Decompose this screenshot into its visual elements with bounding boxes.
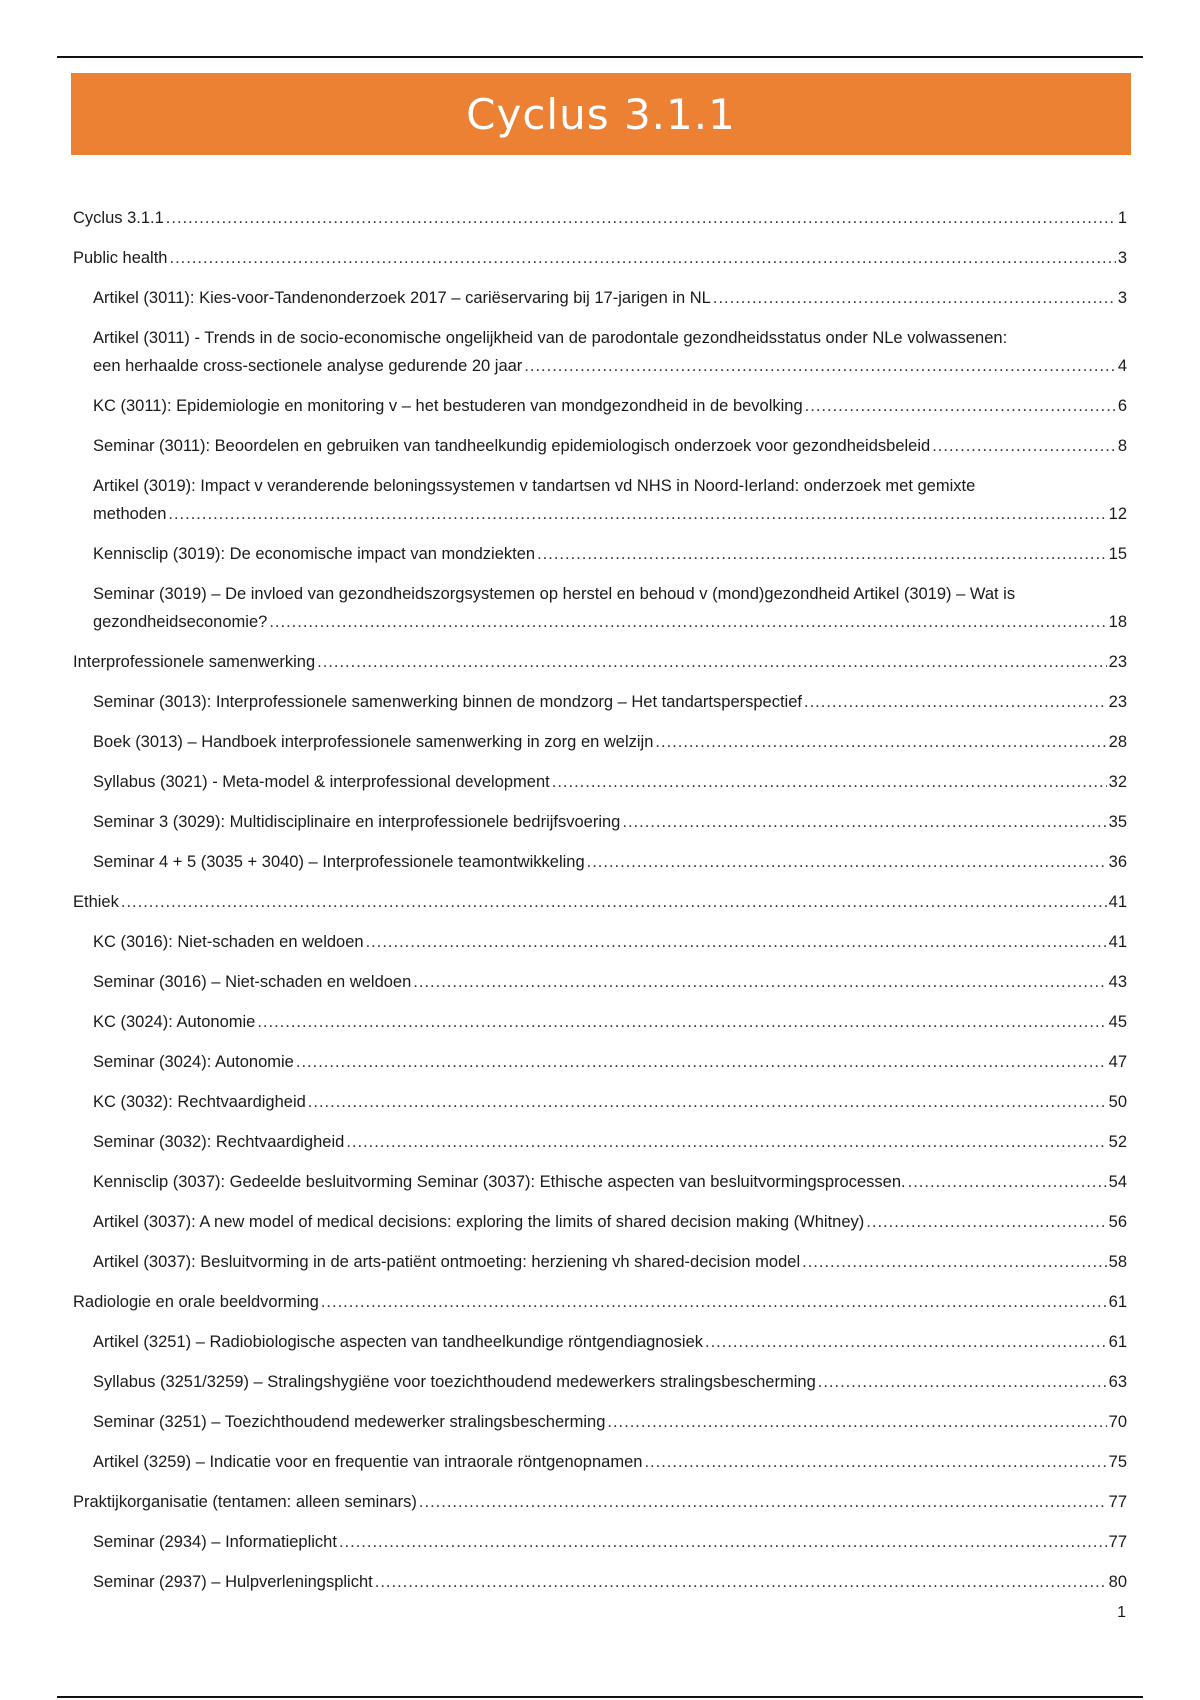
toc-leader-dots <box>537 540 1107 568</box>
toc-entry-text: Seminar (2934) – Informatieplicht <box>93 1533 337 1551</box>
toc-page-number: 58 <box>1108 1253 1127 1271</box>
toc-entry-text: Syllabus (3251/3259) – Stralingshygiëne voor toezichthoudend medewerkers stralingsbescherming <box>93 1373 816 1391</box>
toc-subsection-entry[interactable] <box>73 1368 1127 1396</box>
toc-page-number: 3 <box>1117 289 1127 307</box>
toc-leader-dots <box>257 1008 1106 1036</box>
toc-entry-text: Interprofessionele samenwerking <box>73 653 316 671</box>
toc-leader-dots <box>644 1448 1106 1476</box>
toc-leader-dots <box>317 648 1107 676</box>
toc-subsection-entry[interactable] <box>73 324 1127 380</box>
toc-leader-dots <box>932 432 1116 460</box>
toc-entry-text: Artikel (3251) – Radiobiologische aspecten van tandheelkundige röntgendiagnosiek <box>93 1333 704 1351</box>
toc-page-number: 4 <box>1117 357 1127 375</box>
toc-subsection-entry[interactable] <box>73 1008 1127 1036</box>
toc-entry-text: Ethiek <box>73 893 119 911</box>
toc-leader-dots <box>908 1168 1107 1196</box>
toc-leader-dots <box>121 888 1107 916</box>
toc-subsection-entry[interactable] <box>73 1128 1127 1156</box>
toc-entry-text: Seminar (3011): Beoordelen en gebruiken van tandheelkundig epidemiologisch onderzoek voor gezondheidsbeleid <box>93 437 931 455</box>
toc-entry-text-continued: een herhaalde cross-sectionele analyse gedurende 20 jaar <box>93 357 523 375</box>
toc-subsection-entry[interactable] <box>73 1328 1127 1356</box>
toc-page-number: 23 <box>1108 693 1127 711</box>
title-banner <box>71 73 1131 155</box>
toc-page-number: 15 <box>1108 545 1127 563</box>
bottom-rule <box>57 1696 1143 1698</box>
document-title: Cyclus 3.1.1 <box>466 89 736 139</box>
toc-subsection-entry[interactable] <box>73 1528 1127 1556</box>
toc-page-number: 63 <box>1108 1373 1127 1391</box>
toc-subsection-entry[interactable] <box>73 728 1127 756</box>
toc-entry-text: KC (3032): Rechtvaardigheid <box>93 1093 306 1111</box>
toc-leader-dots <box>587 848 1107 876</box>
toc-leader-dots <box>346 1128 1106 1156</box>
toc-entry-text: KC (3011): Epidemiologie en monitoring v – het bestuderen van mondgezondheid in de bevolking <box>93 397 803 415</box>
toc-leader-dots <box>607 1408 1106 1436</box>
toc-entry-text: Praktijkorganisatie (tentamen: alleen seminars) <box>73 1493 417 1511</box>
toc-page-number: 45 <box>1108 1013 1127 1031</box>
toc-leader-dots <box>713 284 1116 312</box>
toc-leader-dots <box>655 728 1106 756</box>
toc-leader-dots <box>419 1488 1107 1516</box>
toc-entry-text: Syllabus (3021) - Meta-model & interprofessional development <box>93 773 550 791</box>
toc-entry-text: Artikel (3011) - Trends in de socio-economische ongelijkheid van de parodontale gezondheidsstatus onder NLe volwassenen: <box>93 329 1008 347</box>
toc-subsection-entry[interactable] <box>73 472 1127 528</box>
toc-subsection-entry[interactable] <box>73 848 1127 876</box>
toc-page-number: 54 <box>1108 1173 1127 1191</box>
toc-entry-text: Artikel (3037): Besluitvorming in de arts-patiënt ontmoeting: herziening vh shared-decision model <box>93 1253 801 1271</box>
toc-subsection-entry[interactable] <box>73 432 1127 460</box>
toc-entry-text: Seminar (3251) – Toezichthoudend medewerker stralingsbescherming <box>93 1413 606 1431</box>
toc-entry-text: Seminar 3 (3029): Multidisciplinaire en interprofessionele bedrijfsvoering <box>93 813 621 831</box>
toc-leader-dots <box>802 1248 1107 1276</box>
toc-entry-text: KC (3024): Autonomie <box>93 1013 256 1031</box>
toc-subsection-entry[interactable] <box>73 688 1127 716</box>
toc-page-number: 50 <box>1108 1093 1127 1111</box>
toc-subsection-entry[interactable] <box>73 580 1127 636</box>
toc-entry-text: Artikel (3037): A new model of medical decisions: exploring the limits of shared decision making (Whitney) <box>93 1213 865 1231</box>
toc-leader-dots <box>413 968 1106 996</box>
toc-entry-text: Seminar (3024): Autonomie <box>93 1053 294 1071</box>
toc-leader-dots <box>339 1528 1107 1556</box>
toc-entry-text: Public health <box>73 249 168 267</box>
toc-entry-text: Artikel (3019): Impact v veranderende beloningssystemen v tandartsen vd NHS in Noord-Ierland: onderzoek met gemixte <box>93 477 976 495</box>
toc-entry-text: Artikel (3259) – Indicatie voor en frequentie van intraorale röntgenopnamen <box>93 1453 643 1471</box>
toc-section-entry[interactable] <box>73 888 1127 916</box>
toc-leader-dots <box>269 608 1106 636</box>
toc-section-entry[interactable] <box>73 204 1127 232</box>
toc-page-number: 35 <box>1108 813 1127 831</box>
toc-leader-dots <box>552 768 1107 796</box>
toc-page-number: 56 <box>1108 1213 1127 1231</box>
toc-leader-dots <box>168 500 1106 528</box>
table-of-contents <box>73 204 1127 1608</box>
toc-leader-dots <box>169 244 1115 272</box>
toc-entry-text: Seminar (3013): Interprofessionele samenwerking binnen de mondzorg – Het tandartsperspectief <box>93 693 802 711</box>
toc-leader-dots <box>805 392 1116 420</box>
toc-subsection-entry[interactable] <box>73 1448 1127 1476</box>
toc-page-number: 18 <box>1108 613 1127 631</box>
toc-page-number: 8 <box>1117 437 1127 455</box>
toc-leader-dots <box>366 928 1107 956</box>
toc-subsection-entry[interactable] <box>73 928 1127 956</box>
toc-entry-text: Seminar (2937) – Hulpverleningsplicht <box>93 1573 373 1591</box>
toc-page-number: 41 <box>1108 893 1127 911</box>
toc-subsection-entry[interactable] <box>73 808 1127 836</box>
toc-leader-dots <box>866 1208 1106 1236</box>
toc-entry-text: Seminar (3019) – De invloed van gezondheidszorgsystemen op herstel en behoud v (mond)gezondheid Artikel (3019) – Wat is <box>93 585 1016 603</box>
toc-subsection-entry[interactable] <box>73 1048 1127 1076</box>
toc-page-number: 36 <box>1108 853 1127 871</box>
toc-leader-dots <box>818 1368 1107 1396</box>
toc-leader-dots <box>166 204 1116 232</box>
toc-entry-text: Seminar (3032): Rechtvaardigheid <box>93 1133 345 1151</box>
toc-page-number: 61 <box>1108 1293 1127 1311</box>
toc-leader-dots <box>804 688 1107 716</box>
toc-subsection-entry[interactable] <box>73 1208 1127 1236</box>
toc-subsection-entry[interactable] <box>73 1168 1127 1196</box>
toc-page-number: 3 <box>1117 249 1127 267</box>
toc-leader-dots <box>321 1288 1107 1316</box>
toc-section-entry[interactable] <box>73 648 1127 676</box>
toc-section-entry[interactable] <box>73 244 1127 272</box>
toc-page-number: 47 <box>1108 1053 1127 1071</box>
toc-page-number: 28 <box>1108 733 1127 751</box>
toc-leader-dots <box>296 1048 1107 1076</box>
toc-entry-text: Boek (3013) – Handboek interprofessionele samenwerking in zorg en welzijn <box>93 733 654 751</box>
toc-leader-dots <box>705 1328 1107 1356</box>
toc-subsection-entry[interactable] <box>73 1568 1127 1596</box>
toc-page-number: 23 <box>1108 653 1127 671</box>
toc-page-number: 6 <box>1117 397 1127 415</box>
toc-leader-dots <box>622 808 1106 836</box>
toc-subsection-entry[interactable] <box>73 392 1127 420</box>
toc-subsection-entry[interactable] <box>73 1088 1127 1116</box>
toc-page-number: 77 <box>1108 1493 1127 1511</box>
toc-entry-text: Radiologie en orale beeldvorming <box>73 1293 319 1311</box>
toc-entry-text: Seminar 4 + 5 (3035 + 3040) – Interprofessionele teamontwikkeling <box>93 853 585 871</box>
toc-entry-text: Artikel (3011): Kies-voor-Tandenonderzoek 2017 – cariëservaring bij 17-jarigen in NL <box>93 289 711 307</box>
toc-page-number: 32 <box>1108 773 1127 791</box>
toc-subsection-entry[interactable] <box>73 768 1127 796</box>
toc-entry-text: Seminar (3016) – Niet-schaden en weldoen <box>93 973 412 991</box>
toc-page-number: 43 <box>1108 973 1127 991</box>
toc-entry-text-continued: methoden <box>93 505 167 523</box>
toc-page-number: 61 <box>1108 1333 1127 1351</box>
toc-page-number: 1 <box>1117 209 1127 227</box>
toc-entry-text: KC (3016): Niet-schaden en weldoen <box>93 933 364 951</box>
toc-subsection-entry[interactable] <box>73 540 1127 568</box>
toc-page-number: 41 <box>1108 933 1127 951</box>
toc-page-number: 70 <box>1108 1413 1127 1431</box>
toc-subsection-entry[interactable] <box>73 968 1127 996</box>
toc-page-number: 12 <box>1108 505 1127 523</box>
top-rule <box>57 56 1143 58</box>
toc-page-number: 52 <box>1108 1133 1127 1151</box>
toc-page-number: 77 <box>1108 1533 1127 1551</box>
toc-page-number: 80 <box>1108 1573 1127 1591</box>
toc-entry-text: Cyclus 3.1.1 <box>73 209 164 227</box>
toc-leader-dots <box>524 352 1116 380</box>
toc-entry-text-continued: gezondheidseconomie? <box>93 613 268 631</box>
toc-subsection-entry[interactable] <box>73 1408 1127 1436</box>
toc-subsection-entry[interactable] <box>73 1248 1127 1276</box>
toc-leader-dots <box>375 1568 1107 1596</box>
toc-leader-dots <box>308 1088 1107 1116</box>
toc-entry-text: Kennisclip (3019): De economische impact van mondziekten <box>93 545 536 563</box>
toc-section-entry[interactable] <box>73 1288 1127 1316</box>
page-number: 1 <box>1117 1604 1126 1621</box>
toc-entry-text: Kennisclip (3037): Gedeelde besluitvorming Seminar (3037): Ethische aspecten van besluitvormingsprocessen. <box>93 1173 906 1191</box>
toc-subsection-entry[interactable] <box>73 284 1127 312</box>
toc-section-entry[interactable] <box>73 1488 1127 1516</box>
toc-page-number: 75 <box>1108 1453 1127 1471</box>
